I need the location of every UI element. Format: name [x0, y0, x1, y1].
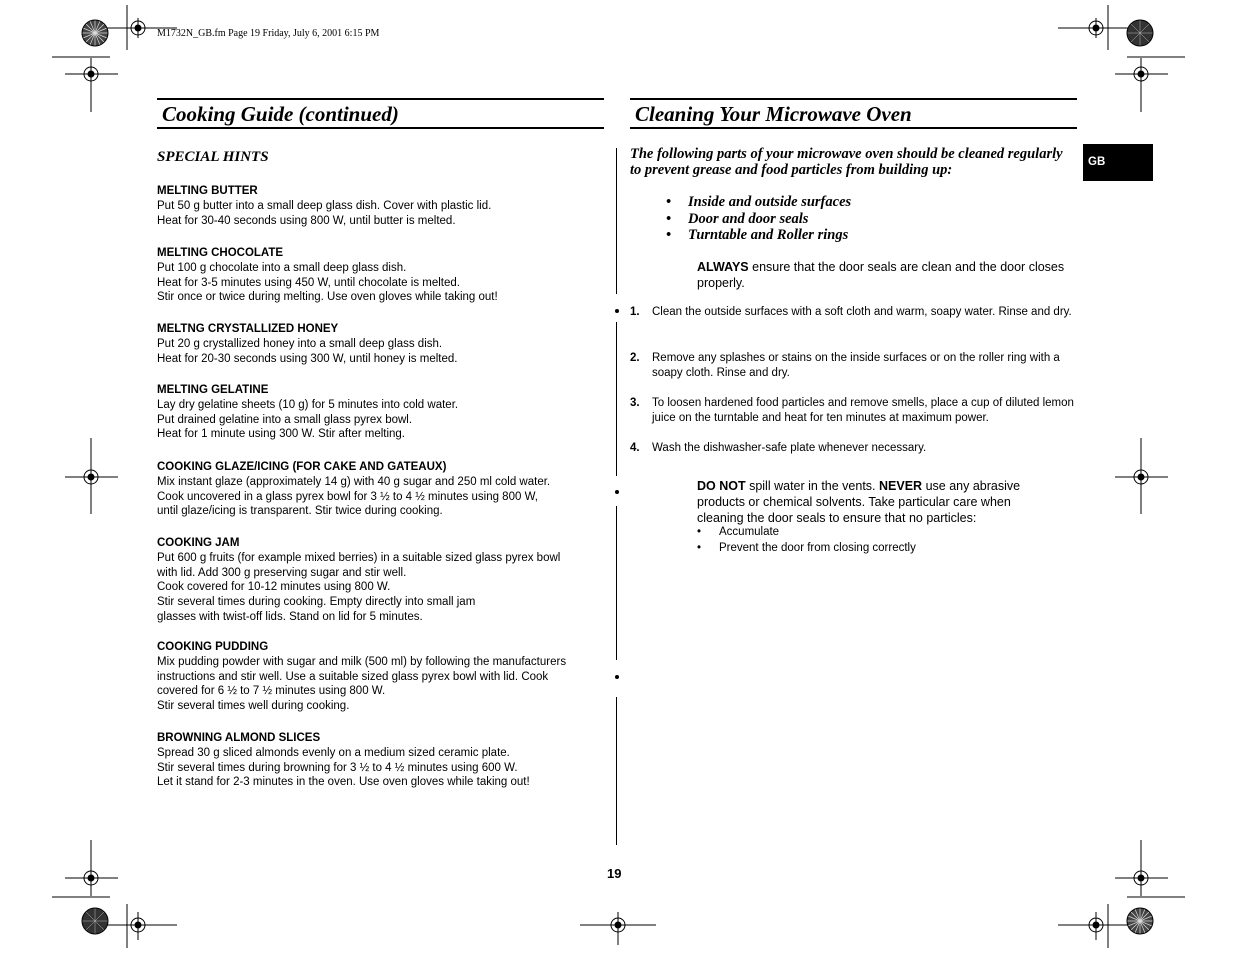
hint-heading: MELTING GELATINE: [157, 384, 269, 396]
hint-line: Put 50 g butter into a small deep glass dish. Cover with plastic lid.: [157, 200, 492, 212]
section-title-cleaning: Cleaning Your Microwave Oven: [630, 98, 1077, 129]
column-divider: [616, 697, 617, 845]
crosshair-mark-top-right: [1058, 18, 1135, 38]
hint-line: Heat for 20-30 seconds using 300 W, until honey is melted.: [157, 352, 458, 365]
hint-line: Cook uncovered in a glass pyrex bowl for 3 ½ to 4 ½ minutes using 800 W,: [157, 490, 538, 503]
hint-cooking-pudding: [157, 640, 607, 714]
hint-line: Put drained gelatine into a small glass pyrex bowl.: [157, 413, 413, 426]
hint-line: Put 600 g fruits (for example mixed berries) in a suitable sized glass pyrex bowl: [157, 552, 561, 564]
starburst-disc-bottom-right: [1127, 908, 1153, 934]
cleaning-parts-list: [666, 194, 851, 244]
hint-line: Heat for 3-5 minutes using 450 W, until chocolate is melted.: [157, 276, 460, 289]
bullet-glyph: •: [666, 227, 672, 243]
hint-line: Stir several times well during cooking.: [157, 700, 350, 713]
hint-line: glasses with twist-off lids. Stand on lid for 5 minutes.: [157, 610, 423, 623]
list-item: [666, 211, 851, 228]
warning-note: [697, 478, 1042, 526]
always-note: [697, 259, 1077, 291]
hint-line: with lid. Add 300 g preserving sugar and stir well.: [157, 566, 407, 579]
hint-heading: BROWNING ALMOND SLICES: [157, 732, 321, 744]
hint-line: Mix pudding powder with sugar and milk (500 ml) by following the manufacturers: [157, 656, 567, 668]
crosshair-mark-bottom-left: [100, 912, 177, 940]
hint-line: Lay dry gelatine sheets (10 g) for 5 minutes into cold water.: [157, 399, 459, 411]
hint-line: Heat for 1 minute using 300 W. Stir after melting.: [157, 428, 406, 441]
step-text: Clean the outside surfaces with a soft cloth and warm, soapy water. Rinse and dry.: [652, 306, 1072, 318]
hint-browning-almonds: [157, 731, 607, 790]
crosshair-mark-left-top: [65, 58, 118, 112]
note-emphasis: DO NOT: [697, 479, 746, 493]
cleaning-step-1: [630, 305, 1080, 320]
hint-line: instructions and stir well. Use a suitable sized glass pyrex bowl with lid. Cook: [157, 670, 549, 683]
hint-melting-chocolate: [157, 246, 607, 305]
column-divider: [616, 148, 617, 294]
crosshair-mark-left-mid: [65, 438, 118, 514]
cleaning-step-2: [630, 351, 1080, 380]
crosshair-mark-right-mid: [1115, 438, 1168, 514]
hint-melting-honey: [157, 322, 607, 366]
bullet-glyph: •: [666, 210, 672, 227]
special-hints-heading: SPECIAL HINTS: [157, 149, 269, 165]
list-item: [697, 524, 916, 540]
hint-heading: COOKING GLAZE/ICING (FOR CAKE AND GATEAUX): [157, 461, 447, 473]
bullet-glyph: •: [697, 542, 702, 554]
section-title-cooking-guide: Cooking Guide (continued): [157, 98, 604, 129]
note-text: ensure that the door seals are clean and the door closes properly.: [697, 260, 1065, 290]
step-text: Remove any splashes or stains on the inside surfaces or on the roller ring with a soapy cloth. Rinse and dry.: [652, 352, 1060, 379]
column-divider: [616, 506, 617, 660]
column-divider: [616, 322, 617, 476]
hint-melting-butter: [157, 184, 607, 228]
starburst-disc-top-right: [1127, 20, 1153, 46]
list-item-text: Prevent the door from closing correctly: [719, 542, 916, 554]
list-item-text: Accumulate: [719, 526, 780, 538]
hint-melting-gelatine: [157, 383, 607, 442]
list-item: [666, 227, 851, 244]
hint-cooking-jam: [157, 536, 607, 625]
step-number: 2.: [630, 352, 640, 364]
list-item-text: Turntable and Roller rings: [688, 227, 849, 243]
hint-line: Heat for 30-40 seconds using 800 W, until butter is melted.: [157, 214, 456, 227]
note-emphasis: ALWAYS: [697, 260, 749, 274]
step-text: Wash the dishwasher-safe plate whenever necessary.: [652, 442, 927, 454]
hint-heading: COOKING JAM: [157, 537, 240, 549]
cleaning-intro: The following parts of your microwave oven should be cleaned regularly to prevent grease and food particles from building up:: [630, 146, 1063, 178]
crosshair-mark-right-top: [1115, 58, 1168, 112]
hint-cooking-glaze: [157, 460, 607, 519]
hint-line: Cook covered for 10-12 minutes using 800 W.: [157, 581, 391, 594]
hint-line: Stir several times during cooking. Empty directly into small jam: [157, 596, 476, 609]
step-number: 3.: [630, 397, 640, 409]
note-text: use any abrasive products or chemical solvents. Take particular care when cleaning the door seals to ensure that no particles:: [697, 479, 1021, 525]
hint-line: Stir several times during browning for 3 ½ to 4 ½ minutes using 600 W.: [157, 761, 518, 774]
divider-dot: [615, 490, 619, 494]
hint-line: Let it stand for 2-3 minutes in the oven. Use oven gloves while taking out!: [157, 776, 530, 789]
list-item: [697, 540, 916, 556]
divider-dot: [615, 309, 619, 313]
hint-heading: COOKING PUDDING: [157, 641, 269, 653]
page-number: 19: [607, 866, 622, 881]
hint-line: Put 100 g chocolate into a small deep glass dish.: [157, 262, 407, 274]
language-tab: GB: [1083, 144, 1153, 181]
cleaning-step-4: [630, 441, 1080, 456]
note-emphasis: NEVER: [879, 479, 923, 493]
hint-heading: MELTING CHOCOLATE: [157, 247, 284, 259]
crosshair-mark-right-bottom: [1115, 840, 1168, 896]
hint-heading: MELTNG CRYSTALLIZED HONEY: [157, 323, 339, 335]
bullet-glyph: •: [666, 194, 672, 210]
file-header: M1732N_GB.fm Page 19 Friday, July 6, 2001 6:15 PM: [157, 28, 380, 39]
hint-line: covered for 6 ½ to 7 ½ minutes using 800 W.: [157, 685, 386, 698]
hint-line: Spread 30 g sliced almonds evenly on a medium sized ceramic plate.: [157, 747, 510, 759]
list-item-text: Inside and outside surfaces: [688, 194, 852, 210]
starburst-disc-top-left: [82, 20, 108, 46]
step-text: To loosen hardened food particles and remove smells, place a cup of diluted lemon juice on the turntable and heat for ten minutes at maximum power.: [652, 397, 1074, 424]
step-number: 4.: [630, 442, 640, 454]
crosshair-mark-bottom-right: [1058, 912, 1135, 940]
hint-line: Mix instant glaze (approximately 14 g) with 40 g sugar and 250 ml cold water.: [157, 476, 551, 488]
list-item: [666, 194, 851, 211]
hint-line: until glaze/icing is transparent. Stir twice during cooking.: [157, 505, 443, 518]
bullet-glyph: •: [697, 526, 702, 538]
divider-dot: [615, 675, 619, 679]
crosshair-mark-left-bottom: [65, 840, 118, 896]
step-number: 1.: [630, 306, 640, 318]
hint-heading: MELTING BUTTER: [157, 185, 258, 197]
hint-line: Put 20 g crystallized honey into a small deep glass dish.: [157, 338, 443, 350]
hint-line: Stir once or twice during melting. Use oven gloves while taking out!: [157, 291, 498, 304]
starburst-disc-bottom-left: [82, 908, 108, 934]
particles-sublist: [697, 524, 916, 556]
cleaning-step-3: [630, 396, 1080, 425]
crosshair-mark-bottom-center: [580, 912, 656, 945]
note-text: spill water in the vents.: [745, 479, 880, 493]
list-item-text: Door and door seals: [688, 210, 809, 227]
